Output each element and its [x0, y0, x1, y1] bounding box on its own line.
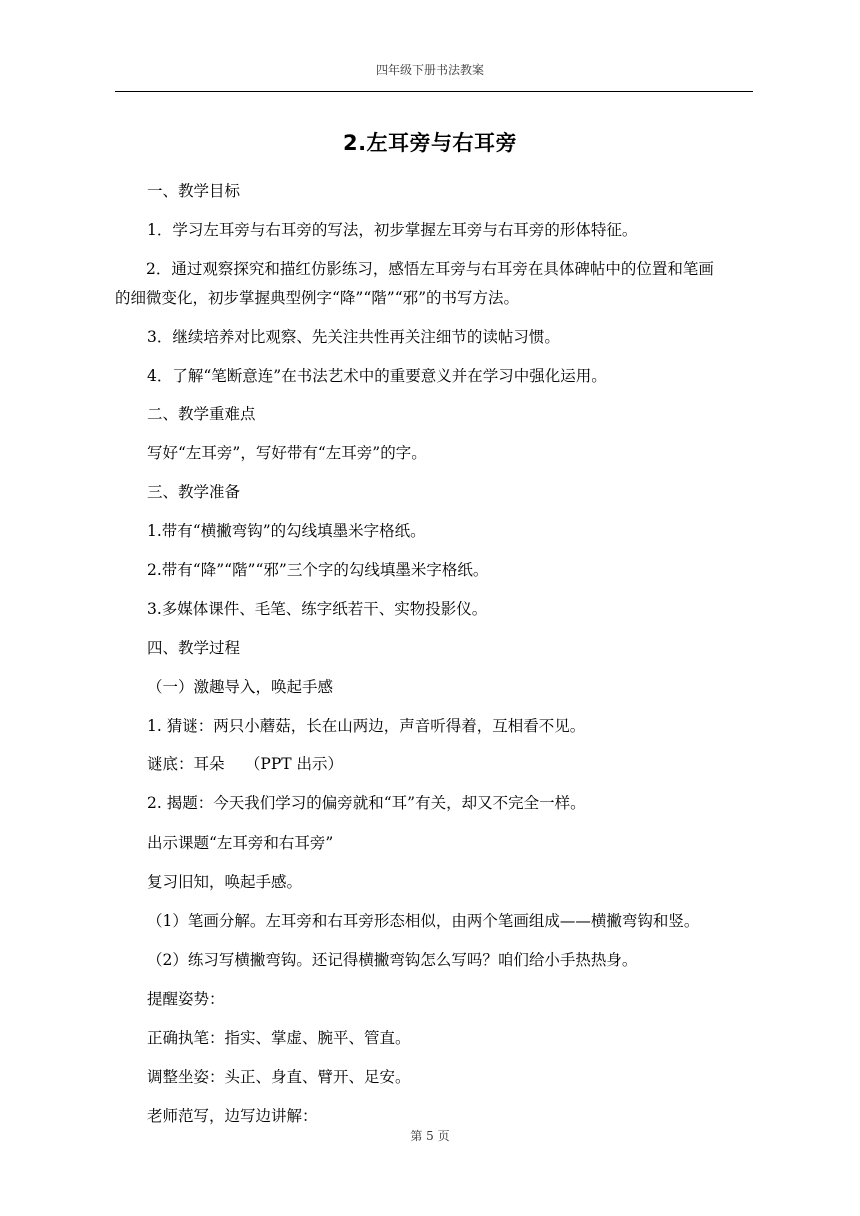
objective-item-2-line-1: 2．通过观察探究和描红仿影练习，感悟左耳旁与右耳旁在具体碑帖中的位置和笔画	[146, 260, 714, 278]
section-heading-key-points: 二、教学重难点	[147, 405, 256, 423]
process-subheading-1: （一）激趣导入，唤起手感	[147, 678, 334, 696]
key-points-text: 写好“左耳旁”，写好带有“左耳旁”的字。	[147, 444, 427, 462]
objective-item-2-line-2: 的细微变化，初步掌握典型例字“降”“階”“邪”的书写方法。	[115, 289, 520, 307]
preparation-item-3: 3.多媒体课件、毛笔、练字纸若干、实物投影仪。	[147, 600, 488, 618]
page-number: 第 5 页	[410, 1129, 450, 1143]
page-header: 四年级下册书法教案	[375, 63, 484, 77]
preparation-item-2: 2.带有“降”“階”“邪”三个字的勾线填墨米字格纸。	[147, 561, 489, 579]
posture-reminder: 提醒姿势：	[147, 990, 225, 1008]
riddle-answer: 谜底：耳朵 （PPT 出示）	[147, 755, 344, 773]
reveal-topic-paragraph: 2. 揭题：今天我们学习的偏旁就和“耳”有关，却又不完全一样。	[147, 794, 586, 812]
section-heading-objectives: 一、教学目标	[147, 182, 241, 200]
demo-paragraph: 老师范写，边写边讲解：	[147, 1107, 318, 1125]
step-2-paragraph: （2）练习写横撇弯钩。还记得横撇弯钩怎么写吗？咱们给小手热热身。	[147, 951, 638, 969]
document-title: 2.左耳旁与右耳旁	[342, 131, 518, 155]
preparation-item-1: 1.带有“横撇弯钩”的勾线填墨米字格纸。	[147, 522, 426, 540]
sitting-instruction: 调整坐姿：头正、身直、臂开、足安。	[147, 1068, 411, 1086]
section-heading-process: 四、教学过程	[147, 639, 241, 657]
section-heading-preparation: 三、教学准备	[147, 483, 241, 501]
show-title-paragraph: 出示课题“左耳旁和右耳旁”	[147, 834, 334, 852]
objective-item-4: 4．了解“笔断意连”在书法艺术中的重要意义并在学习中强化运用。	[147, 367, 607, 385]
riddle-paragraph: 1. 猜谜：两只小蘑菇，长在山两边，声音听得着，互相看不见。	[147, 717, 586, 735]
grip-instruction: 正确执笔：指实、掌虚、腕平、管直。	[147, 1029, 411, 1047]
objective-item-3: 3．继续培养对比观察、先关注共性再关注细节的读帖习惯。	[147, 328, 560, 346]
review-paragraph: 复习旧知，唤起手感。	[147, 873, 303, 891]
objective-item-1: 1．学习左耳旁与右耳旁的写法，初步掌握左耳旁与右耳旁的形体特征。	[147, 221, 638, 239]
header-divider	[115, 91, 753, 92]
step-1-paragraph: （1）笔画分解。左耳旁和右耳旁形态相似，由两个笔画组成——横撇弯钩和竖。	[147, 912, 700, 930]
